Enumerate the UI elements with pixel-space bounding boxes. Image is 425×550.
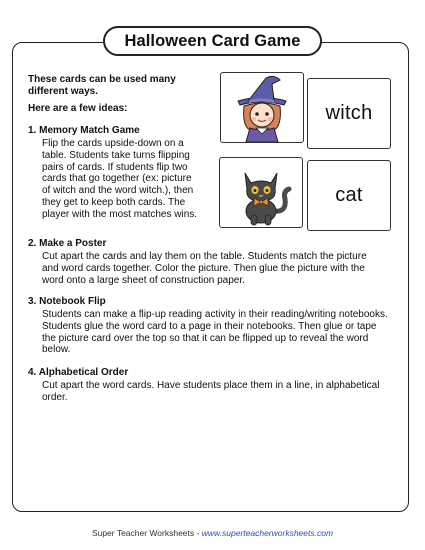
cat-picture-card <box>219 157 303 228</box>
witch-word: witch <box>325 102 373 124</box>
footer-site: Super Teacher Worksheets - <box>91 528 202 538</box>
section-1-line: table. Students take turns flipping <box>42 149 190 161</box>
section-3-line: Students can make a flip-up reading activity in their reading/writing notebooks. <box>42 309 388 320</box>
section-2-title: 2. Make a Poster <box>28 238 107 249</box>
section-2-line: and word cards together. Color the picture. Then glue the picture with the <box>42 262 365 274</box>
section-1-line: player with the most matches wins. <box>42 208 198 220</box>
section-1-line: pairs of cards. If students flip two <box>42 161 188 173</box>
cat-icon <box>221 159 301 227</box>
cat-word-card <box>307 160 391 231</box>
section-1-line: cards that go together (ex: picture <box>42 173 192 185</box>
witch-word-card <box>307 78 391 149</box>
witch-picture-card <box>220 72 304 143</box>
section-3-line: the picture card over the top so that it can be flipped up to reveal the word <box>42 332 369 344</box>
cat-word: cat <box>335 184 363 206</box>
section-1-line: they get to keep both cards. The <box>42 196 186 208</box>
section-2-body <box>42 251 402 286</box>
section-4-line: order. <box>42 391 68 403</box>
section-4-line: Cut apart the word cards. Have students place them in a line, in alphabetical <box>42 380 380 391</box>
section-1-title: 1. Memory Match Game <box>28 125 140 136</box>
section-3-title: 3. Notebook Flip <box>28 296 106 307</box>
section-3-line: Students glue the word card to a page in their notebooks. Then glue or tape <box>42 320 377 332</box>
intro-text: These cards can be used many different ways. <box>28 74 176 97</box>
section-1-body <box>42 138 222 221</box>
witch-icon <box>222 74 302 142</box>
ideas-heading: Here are a few ideas: <box>28 103 128 114</box>
page-title: Halloween Card Game <box>103 26 322 56</box>
section-2-line: Cut apart the cards and lay them on the table. Students match the picture <box>42 251 367 262</box>
section-2-line: word onto a large sheet of construction paper. <box>42 274 245 286</box>
section-4-title: 4. Alphabetical Order <box>28 367 129 378</box>
section-3-line: below. <box>42 344 71 356</box>
section-4-body <box>42 380 402 404</box>
section-1-line: Flip the cards upside-down on a <box>42 138 184 149</box>
section-3-body <box>42 309 402 356</box>
footer-url-link[interactable]: www.superteacherworksheets.com <box>201 528 334 538</box>
footer <box>0 528 425 538</box>
section-1-line: of witch and the word witch.), then <box>42 185 194 197</box>
